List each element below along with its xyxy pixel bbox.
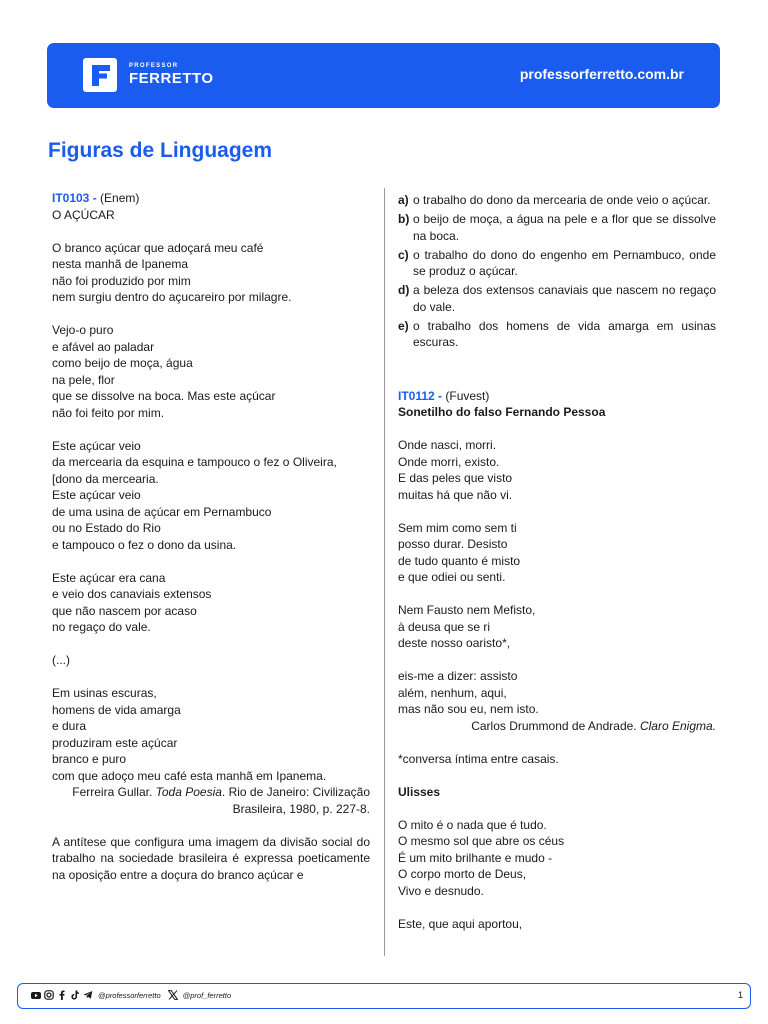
option-b[interactable]: b) o beijo de moça, a água na pele e a flor que se dissolve na boca. [398, 212, 716, 243]
poem-stanza-2: Vejo-o puro e afável ao paladar como beijo de moça, água na pele, flor que se dissolve na boca. Mas este açúcar não foi feito por mim. [52, 323, 276, 420]
poem-stanza-3: Este açúcar veio da mercearia da esquina e tampouco o fez o Oliveira, [dono da mercearia. Este açúcar veio de uma usina de açúcar em Pernambuco ou no Estado do Rio e tampouco o fez o dono da usina. [52, 438, 337, 552]
right-column [398, 192, 716, 932]
poem2-stanza-4: eis-me a dizer: assisto além, nenhum, aqui, mas não sou eu, nem isto. [398, 669, 539, 716]
brand-small-text: PROFESSOR [129, 63, 179, 69]
poem2-stanza-1: Onde nasci, morri. Onde morri, existo. E das peles que visto muitas há que não vi. [398, 438, 513, 502]
footer-bar [17, 983, 751, 1009]
brand-logo-text [129, 63, 214, 87]
question-id: IT0103 - [52, 191, 97, 205]
question-header [52, 190, 370, 207]
tiktok-icon[interactable] [70, 990, 80, 1000]
poem3-last-line: Este, que aqui aportou, [398, 916, 523, 931]
option-a[interactable]: a) o trabalho do dono da mercearia de onde veio o açúcar. [398, 193, 711, 207]
option-e[interactable]: e) o trabalho dos homens de vida amarga em usinas escuras. [398, 318, 716, 349]
header-banner [47, 43, 720, 108]
question-prompt: A antítese que configura uma imagem da divisão social do trabalho na sociedade brasileira é expressa poeticamente na oposição entre a doçura do branco açúcar e [52, 834, 370, 882]
question-source-2: (Fuvest) [445, 388, 490, 403]
poem-title: O AÇÚCAR [52, 207, 115, 222]
footnote: *conversa íntima entre casais. [398, 751, 559, 766]
social-links [31, 990, 235, 1000]
x-twitter-icon[interactable] [168, 990, 178, 1000]
poem-ellipsis: (...) [52, 653, 70, 667]
poem-stanza-5: Em usinas escuras, homens de vida amarga e dura produziram este açúcar branco e puro com que adoço meu café esta manhã em Ipanema. [52, 686, 327, 783]
poem3-title: Ulisses [398, 784, 441, 799]
youtube-icon[interactable] [31, 990, 41, 1000]
instagram-icon[interactable] [44, 990, 54, 1000]
answer-options [398, 192, 716, 351]
option-c[interactable]: c) o trabalho do dono do engenho em Pernambuco, onde se produz o açúcar. [398, 247, 716, 278]
page-number: 1 [737, 990, 743, 1000]
telegram-icon[interactable] [83, 990, 93, 1000]
left-column [52, 190, 370, 883]
page-title: Figuras de Linguagem [48, 139, 273, 162]
poem3-stanza: O mito é o nada que é tudo. O mesmo sol que abre os céus É um mito brilhante e mudo - O corpo morto de Deus, Vivo e desnudo. [398, 817, 565, 898]
column-divider [384, 188, 385, 956]
social-handle-x[interactable]: @prof_ferretto [182, 990, 232, 1000]
poem-title-2: Sonetilho do falso Fernando Pessoa [398, 405, 606, 419]
poem2-citation: Carlos Drummond de Andrade. Claro Enigma. [471, 718, 716, 733]
ferretto-logo-icon [83, 58, 117, 92]
poem-stanza-1: O branco açúcar que adoçará meu café nesta manhã de Ipanema não foi produzido por mim nem surgiu dentro do açucareiro por milagre. [52, 240, 292, 304]
facebook-icon[interactable] [57, 990, 67, 1000]
question-header-2 [398, 388, 716, 405]
site-url-link[interactable]: professorferretto.com.br [519, 66, 684, 82]
brand-name: FERRETTO [129, 70, 214, 87]
question-source: (Enem) [100, 191, 140, 205]
poem-stanza-4: Este açúcar era cana e veio dos canaviais extensos que não nascem por acaso no regaço do vale. [52, 570, 212, 634]
option-d[interactable]: d) a beleza dos extensos canaviais que nascem no regaço do vale. [398, 283, 716, 314]
poem-citation: Ferreira Gullar. Toda Poesia. Rio de Janeiro: Civilização Brasileira, 1980, p. 227-8. [72, 785, 370, 816]
poem2-stanza-2: Sem mim como sem ti posso durar. Desisto de tudo quanto é misto e que odiei ou senti. [398, 520, 521, 584]
social-handle-main[interactable]: @professorferretto [98, 990, 161, 1000]
question-id-2: IT0112 - [398, 388, 443, 403]
poem2-stanza-3: Nem Fausto nem Mefisto, à deusa que se ri deste nosso oaristo*, [398, 603, 536, 650]
